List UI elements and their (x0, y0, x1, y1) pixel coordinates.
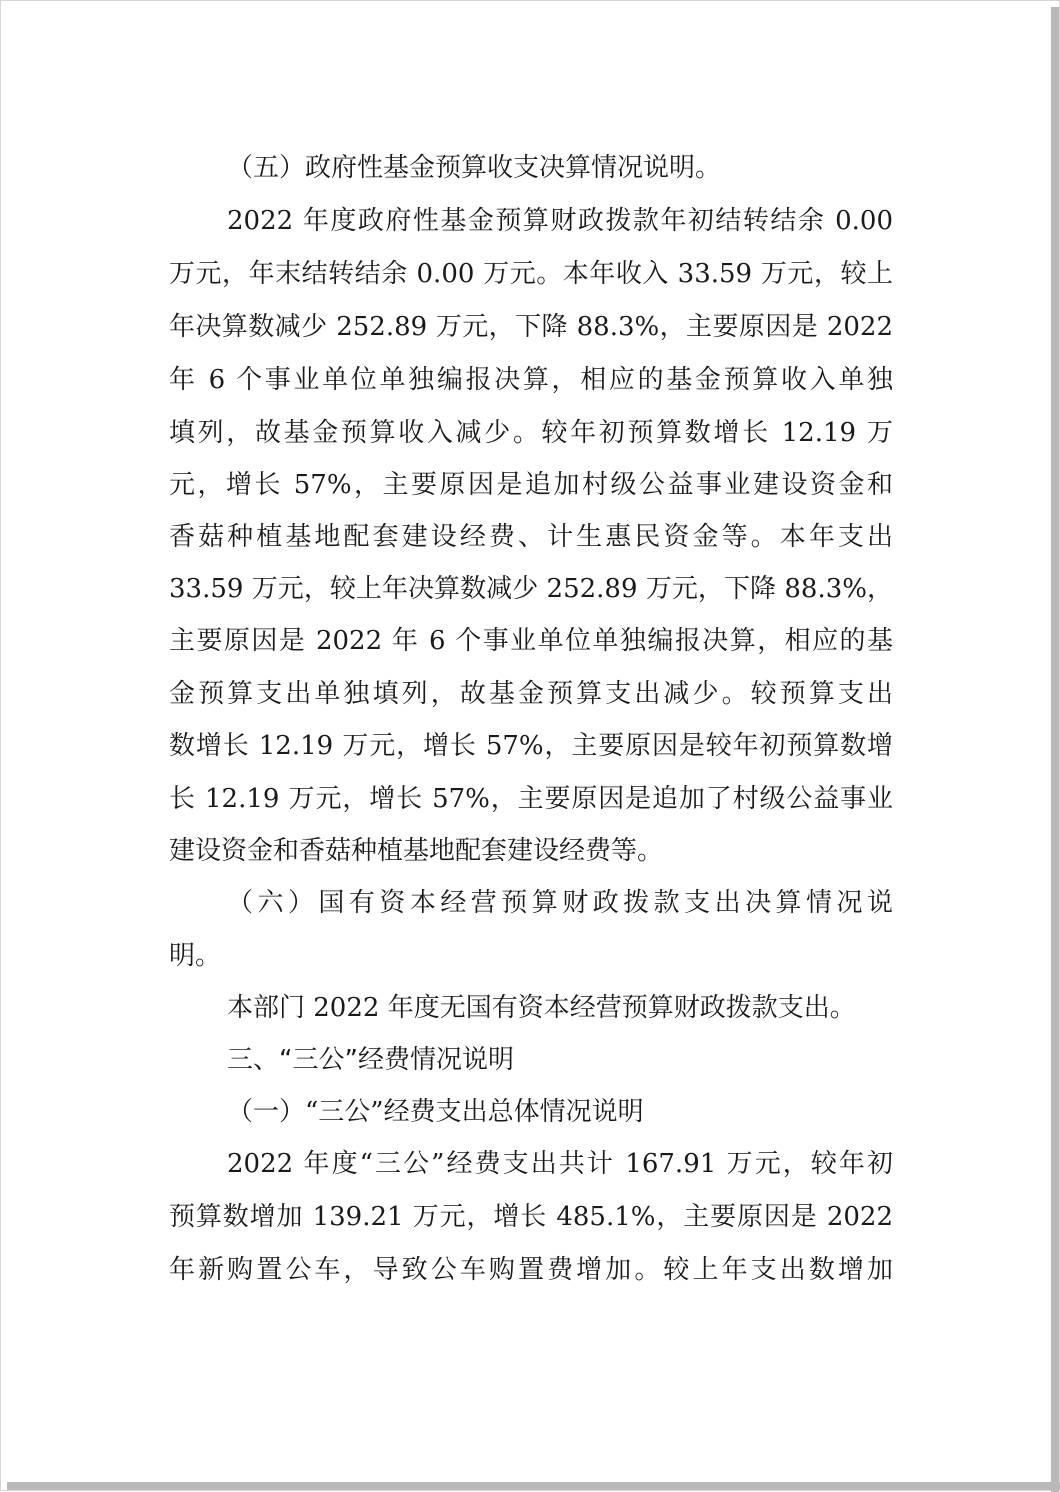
paragraph-line: 主要原因是 2022 年 6 个事业单位单独编报决算，相应的基 (169, 626, 893, 656)
page-shadow-right (1051, 7, 1059, 1492)
paragraph-line: 长 12.19 万元，增长 57%，主要原因是追加了村级公益事业 (169, 784, 893, 814)
paragraph-line: 金预算支出单独填列，故基金预算支出减少。较预算支出 (169, 679, 893, 709)
paragraph-line: 2022 年度“三公”经费支出共计 167.91 万元，较年初 (227, 1149, 893, 1179)
paragraph-line: 年 6 个事业单位单独编报决算，相应的基金预算收入单独 (169, 365, 893, 395)
page-shadow-bottom (7, 1482, 1060, 1490)
paragraph-line: 香菇种植基地配套建设经费、计生惠民资金等。本年支出 (169, 522, 893, 552)
section-heading-6-continued: 明。 (169, 941, 222, 971)
paragraph-line: 万元，年末结转结余 0.00 万元。本年收入 33.59 万元，较上 (169, 259, 893, 289)
paragraph-line: 2022 年度政府性基金预算财政拨款年初结转结余 0.00 (227, 206, 893, 236)
paragraph-line: 年新购置公车，导致公车购置费增加。较上年支出数增加 (169, 1255, 893, 1285)
section-heading-1: （一）“三公”经费支出总体情况说明 (227, 1097, 644, 1127)
paragraph-line: 数增长 12.19 万元，增长 57%，主要原因是较年初预算数增 (169, 731, 893, 761)
paragraph-line: 元，增长 57%，主要原因是追加村级公益事业建设资金和 (169, 470, 893, 500)
paragraph-line: 年决算数减少 252.89 万元，下降 88.3%，主要原因是 2022 (169, 312, 893, 342)
paragraph-line: 建设资金和香菇种植基地配套建设经费等。 (169, 836, 664, 866)
chapter-heading-3: 三、“三公”经费情况说明 (227, 1045, 514, 1075)
paragraph-line: 预算数增加 139.21 万元，增长 485.1%，主要原因是 2022 (169, 1202, 893, 1232)
paragraph-line: 本部门 2022 年度无国有资本经营预算财政拨款支出。 (227, 993, 856, 1023)
section-heading-5: （五）政府性基金预算收支决算情况说明。 (227, 153, 722, 183)
paragraph-line: 33.59 万元，较上年决算数减少 252.89 万元，下降 88.3%， (169, 574, 893, 604)
paragraph-line: 填列，故基金预算收入减少。较年初预算数增长 12.19 万 (169, 418, 893, 448)
section-heading-6: （六）国有资本经营预算财政拨款支出决算情况说 (227, 888, 893, 918)
